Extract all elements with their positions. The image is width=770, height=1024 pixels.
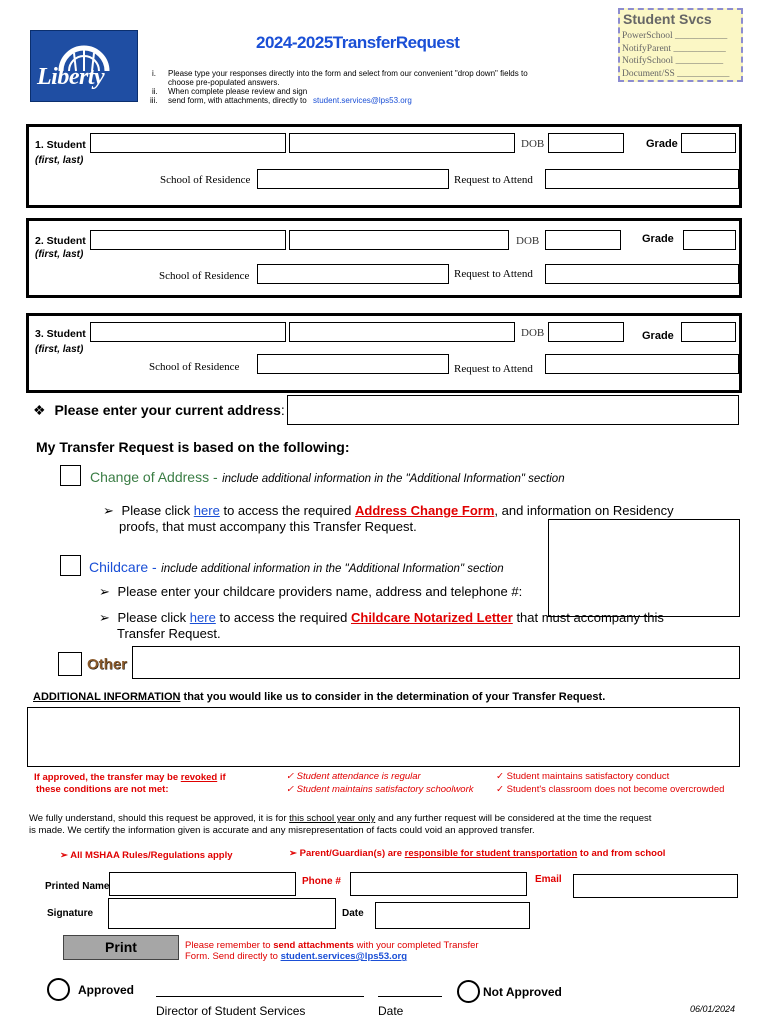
childcare-provider-field[interactable]	[548, 519, 740, 617]
request-to-attend-label: Request to Attend	[454, 268, 533, 280]
request-to-attend-field[interactable]	[545, 354, 739, 374]
school-of-residence-label: School of Residence	[159, 270, 250, 282]
instruction-item: i. Please type your responses directly into the form and select from our convenient "drop down" fields to choose pre-populated answers.	[152, 69, 528, 87]
grade-field[interactable]	[681, 133, 736, 153]
address-label: Please enter your current address	[54, 402, 281, 418]
student-label: 3. Student	[35, 328, 86, 340]
phone-label: Phone #	[302, 876, 341, 887]
student-last-name-field[interactable]	[289, 230, 509, 250]
decision-date-line	[378, 996, 442, 997]
date-label: Date	[342, 908, 364, 919]
dob-field[interactable]	[548, 133, 624, 153]
logo-text: Liberty	[37, 64, 105, 90]
childcare-notarized-letter-link[interactable]: Childcare Notarized Letter	[350, 610, 513, 625]
mshaa-rule: ➢ All MSHAA Rules/Regulations apply	[60, 850, 233, 861]
form-version-date: 06/01/2024	[690, 1004, 736, 1014]
condition-item: ✓ Student maintains satisfactory schoolwork	[286, 784, 474, 795]
dob-field[interactable]	[545, 230, 621, 250]
grade-field[interactable]	[683, 230, 736, 250]
print-reminder: Please remember to send attachments with your completed Transfer Form. Send directly to student.services@lps53.org	[185, 940, 479, 962]
school-of-residence-label: School of Residence	[149, 361, 240, 373]
grade-label: Grade	[646, 138, 678, 150]
email-field[interactable]	[573, 874, 738, 898]
additional-info-heading: ADDITIONAL INFORMATION that you would like us to consider in the determination of your Transfer Request.	[33, 691, 606, 703]
signature-field[interactable]	[108, 898, 336, 929]
email-link[interactable]: student.services@lps53.org	[312, 96, 412, 105]
grade-label: Grade	[642, 233, 674, 245]
arrow-bullet-icon: ➢	[99, 610, 110, 625]
student-label: 1. Student	[35, 139, 86, 151]
diamond-bullet-icon: ❖	[33, 402, 46, 418]
student-2-section	[26, 218, 742, 298]
childcare-option	[89, 559, 504, 577]
student-sublabel: (first, last)	[35, 155, 84, 166]
change-of-address-checkbox[interactable]	[60, 465, 81, 486]
email-label: Email	[535, 874, 562, 885]
grade-field[interactable]	[681, 322, 736, 342]
student-3-section	[26, 313, 742, 393]
dob-label: DOB	[521, 138, 545, 150]
approved-label: Approved	[78, 983, 135, 997]
school-of-residence-field[interactable]	[257, 264, 449, 284]
address-change-instructions: ➢ Please click here to access the required Address Change Form, and information on Residency proofs, that must accompany this Transfer Request.	[103, 503, 674, 534]
school-of-residence-field[interactable]	[257, 354, 449, 374]
dob-field[interactable]	[548, 322, 624, 342]
childcare-here-link[interactable]: here	[189, 610, 216, 625]
transportation-rule: ➢ Parent/Guardian(s) are responsible for student transportation to and from school	[289, 848, 666, 859]
other-label: Other	[87, 656, 128, 673]
student-last-name-field[interactable]	[289, 322, 515, 342]
page-title: 2024-2025TransferRequest	[256, 33, 460, 52]
other-reason-field[interactable]	[132, 646, 740, 679]
childcare-note: include additional information in the "Additional Information" section	[161, 563, 504, 575]
address-prompt: ❖ Please enter your current address:	[33, 402, 285, 418]
address-change-here-link[interactable]: here	[193, 503, 220, 518]
additional-info-field[interactable]	[27, 707, 740, 767]
dob-label: DOB	[521, 327, 545, 339]
school-of-residence-label: School of Residence	[160, 174, 251, 186]
student-first-name-field[interactable]	[90, 230, 286, 250]
dob-label: DOB	[516, 235, 540, 247]
printed-name-label: Printed Name	[45, 881, 110, 892]
phone-field[interactable]	[350, 872, 527, 896]
arrow-bullet-icon: ➢	[289, 848, 297, 859]
school-of-residence-field[interactable]	[257, 169, 449, 189]
office-use-box	[618, 8, 743, 82]
revocation-notice: If approved, the transfer may be revoked if these conditions are not met:	[34, 772, 226, 795]
address-change-form-link[interactable]: Address Change Form	[354, 503, 495, 518]
instruction-item: iii. send form, with attachments, directly to student.services@lps53.org	[150, 96, 412, 105]
instruction-list	[148, 69, 528, 105]
arrow-bullet-icon: ➢	[103, 503, 114, 518]
student-sublabel: (first, last)	[35, 249, 84, 260]
approved-radio[interactable]	[47, 978, 70, 1001]
student-first-name-field[interactable]	[90, 322, 286, 342]
print-button[interactable]: Print	[63, 935, 179, 960]
condition-item: ✓ Student's classroom does not become overcrowded	[496, 784, 725, 795]
arrow-bullet-icon: ➢	[99, 584, 110, 599]
student-first-name-field[interactable]	[90, 133, 286, 153]
other-checkbox[interactable]	[58, 652, 82, 676]
certification-text: We fully understand, should this request be approved, it is for this school year only and any further request will be considered at the time the request is made. We certify the information given is accurate and any misrepresentation of facts could void an approved transfer.	[29, 813, 652, 836]
student-1-section	[26, 124, 742, 208]
condition-item: ✓ Student maintains satisfactory conduct	[496, 771, 670, 782]
childcare-title: Childcare -	[89, 559, 157, 575]
request-to-attend-label: Request to Attend	[454, 363, 533, 375]
grade-label: Grade	[642, 330, 674, 342]
director-signature-line	[156, 996, 364, 997]
childcare-letter-instructions: ➢ Please click here to access the required Childcare Notarized Letter that must accompany this Transfer Request.	[99, 610, 664, 641]
request-to-attend-field[interactable]	[545, 169, 739, 189]
childcare-checkbox[interactable]	[60, 555, 81, 576]
change-of-address-note: include additional information in the "Additional Information" section	[222, 473, 565, 485]
arrow-bullet-icon: ➢	[60, 850, 68, 861]
student-label: 2. Student	[35, 235, 86, 247]
signature-label: Signature	[47, 908, 94, 919]
current-address-field[interactable]	[287, 395, 739, 425]
student-sublabel: (first, last)	[35, 344, 84, 355]
print-email-link[interactable]: student.services@lps53.org	[280, 951, 408, 962]
condition-item: ✓ Student attendance is regular	[286, 771, 421, 782]
childcare-provider-prompt: ➢ Please enter your childcare providers name, address and telephone #:	[99, 584, 523, 599]
not-approved-label: Not Approved	[483, 985, 562, 999]
director-label: Director of Student Services	[156, 1004, 306, 1018]
office-box-title: Student Svcs	[623, 11, 712, 27]
not-approved-radio[interactable]	[457, 980, 480, 1003]
office-box-lines: PowerSchool ___________ NotifyParent ___________ NotifySchool __________ Document/SS ___________	[622, 31, 730, 79]
basis-heading: My Transfer Request is based on the following:	[36, 439, 350, 455]
change-of-address-option	[90, 469, 565, 487]
student-last-name-field[interactable]	[289, 133, 515, 153]
date-field[interactable]	[375, 902, 530, 929]
request-to-attend-label: Request to Attend	[454, 174, 533, 186]
decision-date-label: Date	[378, 1004, 404, 1018]
liberty-logo	[30, 30, 138, 102]
instruction-item: ii. When complete please review and sign	[152, 87, 308, 96]
printed-name-field[interactable]	[109, 872, 296, 896]
change-of-address-title: Change of Address -	[90, 469, 218, 485]
request-to-attend-field[interactable]	[545, 264, 739, 284]
